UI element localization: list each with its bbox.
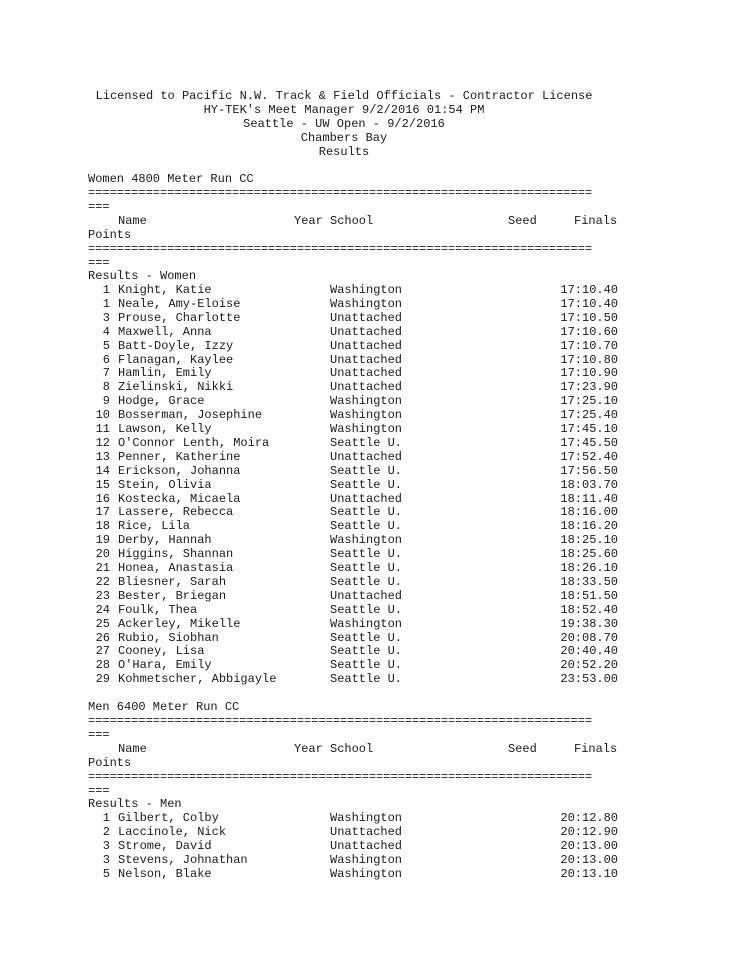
athlete-school: Washington	[330, 394, 403, 409]
final-time: 17:25.10	[560, 394, 618, 409]
final-time: 17:45.50	[560, 435, 618, 450]
result-place: 3	[102, 310, 110, 325]
event-title: Men 6400 Meter Run CC	[88, 700, 240, 714]
col-name: Name	[118, 214, 147, 228]
final-time: 17:45.10	[560, 422, 618, 436]
athlete-school: Seattle U.	[330, 644, 403, 659]
athlete-school: Seattle U.	[330, 602, 403, 617]
result-place: 27	[95, 644, 110, 659]
final-time: 17:10.60	[560, 324, 618, 339]
athlete-school: Unattached	[330, 324, 403, 339]
final-time: 18:33.50	[560, 574, 618, 589]
athlete-school: Unattached	[330, 824, 403, 839]
final-time: 20:13.10	[560, 866, 618, 881]
result-place: 13	[95, 449, 110, 464]
event-title: Women 4800 Meter Run CC	[88, 172, 254, 186]
results-label: Results - Men	[88, 797, 182, 811]
athlete-school: Washington	[330, 616, 403, 631]
final-time: 20:13.00	[560, 838, 618, 853]
final-time: 18:16.00	[560, 505, 618, 520]
final-time: 20:12.90	[560, 824, 618, 839]
final-time: 18:16.20	[560, 519, 618, 534]
final-time: 17:52.40	[560, 449, 618, 464]
athlete-name: Nelson, Blake	[118, 866, 212, 881]
athlete-name: Hamlin, Emily	[118, 366, 212, 381]
column-header	[88, 742, 618, 756]
final-time: 18:25.10	[560, 533, 618, 548]
athlete-name: Penner, Katherine	[118, 449, 241, 464]
venue-line: Chambers Bay	[300, 131, 388, 145]
athlete-name: Erickson, Johanna	[118, 463, 241, 478]
athlete-name: Bliesner, Sarah	[118, 574, 227, 589]
result-place: 23	[95, 588, 110, 603]
result-place: 1	[102, 811, 110, 825]
athlete-name: Honea, Anastasia	[118, 561, 234, 575]
separator-rule-tail: ===	[88, 728, 110, 742]
athlete-name: Neale, Amy-Eloise	[118, 296, 241, 311]
athlete-name: O'Connor Lenth, Moira	[118, 435, 270, 450]
separator-rule: ======================================================================	[88, 714, 593, 728]
col-year-school: Year School	[294, 742, 374, 756]
athlete-school: Washington	[330, 283, 403, 297]
athlete-school: Washington	[330, 422, 403, 436]
athlete-school: Seattle U.	[330, 658, 403, 673]
final-time: 18:25.60	[560, 547, 618, 562]
final-time: 18:52.40	[560, 602, 618, 617]
athlete-school: Washington	[330, 296, 403, 311]
result-place: 1	[102, 296, 110, 311]
athlete-name: Flanagan, Kaylee	[118, 352, 234, 367]
result-place: 19	[95, 533, 110, 548]
final-time: 17:25.40	[560, 408, 618, 423]
result-place: 4	[102, 324, 110, 339]
result-place: 22	[95, 574, 110, 589]
athlete-school: Unattached	[330, 588, 403, 603]
col-seed: Seed	[508, 742, 537, 756]
final-time: 17:10.70	[560, 338, 618, 353]
athlete-name: Kostecka, Micaela	[118, 491, 241, 506]
athlete-name: Laccinole, Nick	[118, 824, 227, 839]
col-finals: Finals	[574, 742, 618, 756]
athlete-school: Unattached	[330, 449, 403, 464]
athlete-school: Unattached	[330, 838, 403, 853]
result-place: 14	[95, 463, 110, 478]
col-points: Points	[88, 228, 132, 242]
separator-rule: ======================================================================	[88, 770, 593, 784]
final-time: 20:12.80	[560, 811, 618, 825]
result-place: 3	[102, 838, 110, 853]
final-time: 18:11.40	[560, 491, 618, 506]
athlete-name: Foulk, Thea	[118, 602, 198, 617]
result-place: 9	[102, 394, 110, 409]
result-place: 8	[102, 380, 110, 395]
separator-rule-tail: ===	[88, 256, 110, 270]
separator-rule: ======================================================================	[88, 186, 593, 200]
result-place: 5	[102, 338, 110, 353]
athlete-school: Washington	[330, 811, 403, 825]
athlete-name: Batt-Doyle, Izzy	[118, 338, 234, 353]
result-place: 26	[95, 630, 110, 645]
athlete-name: Kohmetscher, Abbigayle	[118, 672, 277, 687]
result-place: 3	[102, 852, 110, 867]
athlete-name: Hodge, Grace	[118, 394, 205, 409]
result-place: 29	[95, 672, 110, 687]
athlete-school: Seattle U.	[330, 561, 403, 575]
final-time: 18:03.70	[560, 477, 618, 492]
doc-title: Results	[318, 145, 370, 159]
athlete-name: Bester, Briegan	[118, 588, 227, 603]
athlete-name: Bosserman, Josephine	[118, 408, 263, 423]
athlete-school: Seattle U.	[330, 505, 403, 520]
final-time: 18:26.10	[560, 561, 618, 575]
col-name: Name	[118, 742, 147, 756]
result-place: 18	[95, 519, 110, 534]
result-place: 2	[102, 824, 110, 839]
final-time: 20:08.70	[560, 630, 618, 645]
athlete-school: Seattle U.	[330, 477, 403, 492]
athlete-school: Unattached	[330, 491, 403, 506]
athlete-name: Stevens, Johnathan	[118, 852, 248, 867]
result-place: 11	[95, 422, 110, 436]
athlete-school: Unattached	[330, 338, 403, 353]
athlete-school: Seattle U.	[330, 519, 403, 534]
athlete-school: Seattle U.	[330, 574, 403, 589]
athlete-name: Strome, David	[118, 838, 212, 853]
separator-rule-tail: ===	[88, 784, 110, 798]
final-time: 18:51.50	[560, 588, 618, 603]
result-place: 5	[102, 866, 110, 881]
athlete-school: Seattle U.	[330, 672, 403, 687]
result-place: 28	[95, 658, 110, 673]
athlete-name: Gilbert, Colby	[118, 811, 219, 825]
final-time: 17:10.40	[560, 296, 618, 311]
result-place: 25	[95, 616, 110, 631]
final-time: 17:23.90	[560, 380, 618, 395]
athlete-name: Prouse, Charlotte	[118, 310, 241, 325]
athlete-school: Seattle U.	[330, 630, 403, 645]
final-time: 17:10.80	[560, 352, 618, 367]
result-place: 10	[95, 408, 110, 423]
result-place: 17	[95, 505, 110, 520]
result-place: 1	[102, 283, 110, 297]
col-finals: Finals	[574, 214, 618, 228]
license-line: Licensed to Pacific N.W. Track & Field Officials - Contractor License	[95, 89, 593, 103]
final-time: 20:52.20	[560, 658, 618, 673]
final-time: 23:53.00	[560, 672, 618, 687]
athlete-name: Maxwell, Anna	[118, 324, 212, 339]
final-time: 17:10.40	[560, 283, 618, 297]
column-header	[88, 214, 618, 228]
athlete-name: O'Hara, Emily	[118, 658, 212, 673]
software-line: HY-TEK's Meet Manager 9/2/2016 01:54 PM	[203, 103, 485, 117]
col-points: Points	[88, 756, 132, 770]
separator-rule: ======================================================================	[88, 242, 593, 256]
athlete-name: Knight, Katie	[118, 283, 212, 297]
result-place: 15	[95, 477, 110, 492]
athlete-school: Seattle U.	[330, 547, 403, 562]
meet-line: Seattle - UW Open - 9/2/2016	[243, 117, 445, 131]
athlete-school: Unattached	[330, 380, 403, 395]
col-seed: Seed	[508, 214, 537, 228]
final-time: 17:10.50	[560, 310, 618, 325]
athlete-name: Rubio, Siobhan	[118, 630, 219, 645]
result-place: 20	[95, 547, 110, 562]
athlete-name: Higgins, Shannan	[118, 547, 234, 562]
results-label: Results - Women	[88, 269, 197, 283]
athlete-school: Unattached	[330, 352, 403, 367]
athlete-school: Washington	[330, 408, 403, 423]
athlete-school: Seattle U.	[330, 463, 403, 478]
result-place: 16	[95, 491, 110, 506]
athlete-school: Unattached	[330, 310, 403, 325]
athlete-name: Zielinski, Nikki	[118, 380, 234, 395]
result-place: 7	[102, 366, 110, 381]
final-time: 20:13.00	[560, 852, 618, 867]
separator-rule-tail: ===	[88, 200, 110, 214]
athlete-school: Seattle U.	[330, 435, 403, 450]
athlete-name: Lawson, Kelly	[118, 422, 212, 436]
final-time: 17:10.90	[560, 366, 618, 381]
result-place: 12	[95, 435, 110, 450]
athlete-school: Washington	[330, 866, 403, 881]
final-time: 19:38.30	[560, 616, 618, 631]
col-year-school: Year School	[294, 214, 374, 228]
final-time: 17:56.50	[560, 463, 618, 478]
result-place: 6	[102, 352, 110, 367]
athlete-name: Ackerley, Mikelle	[118, 616, 241, 631]
athlete-name: Lassere, Rebecca	[118, 505, 234, 520]
result-place: 24	[95, 602, 110, 617]
athlete-school: Washington	[330, 533, 403, 548]
athlete-name: Derby, Hannah	[118, 533, 212, 548]
result-place: 21	[95, 561, 110, 575]
athlete-name: Rice, Lila	[118, 519, 191, 534]
athlete-name: Stein, Olivia	[118, 477, 212, 492]
final-time: 20:40.40	[560, 644, 618, 659]
athlete-school: Unattached	[330, 366, 403, 381]
athlete-school: Washington	[330, 852, 403, 867]
athlete-name: Cooney, Lisa	[118, 644, 205, 659]
